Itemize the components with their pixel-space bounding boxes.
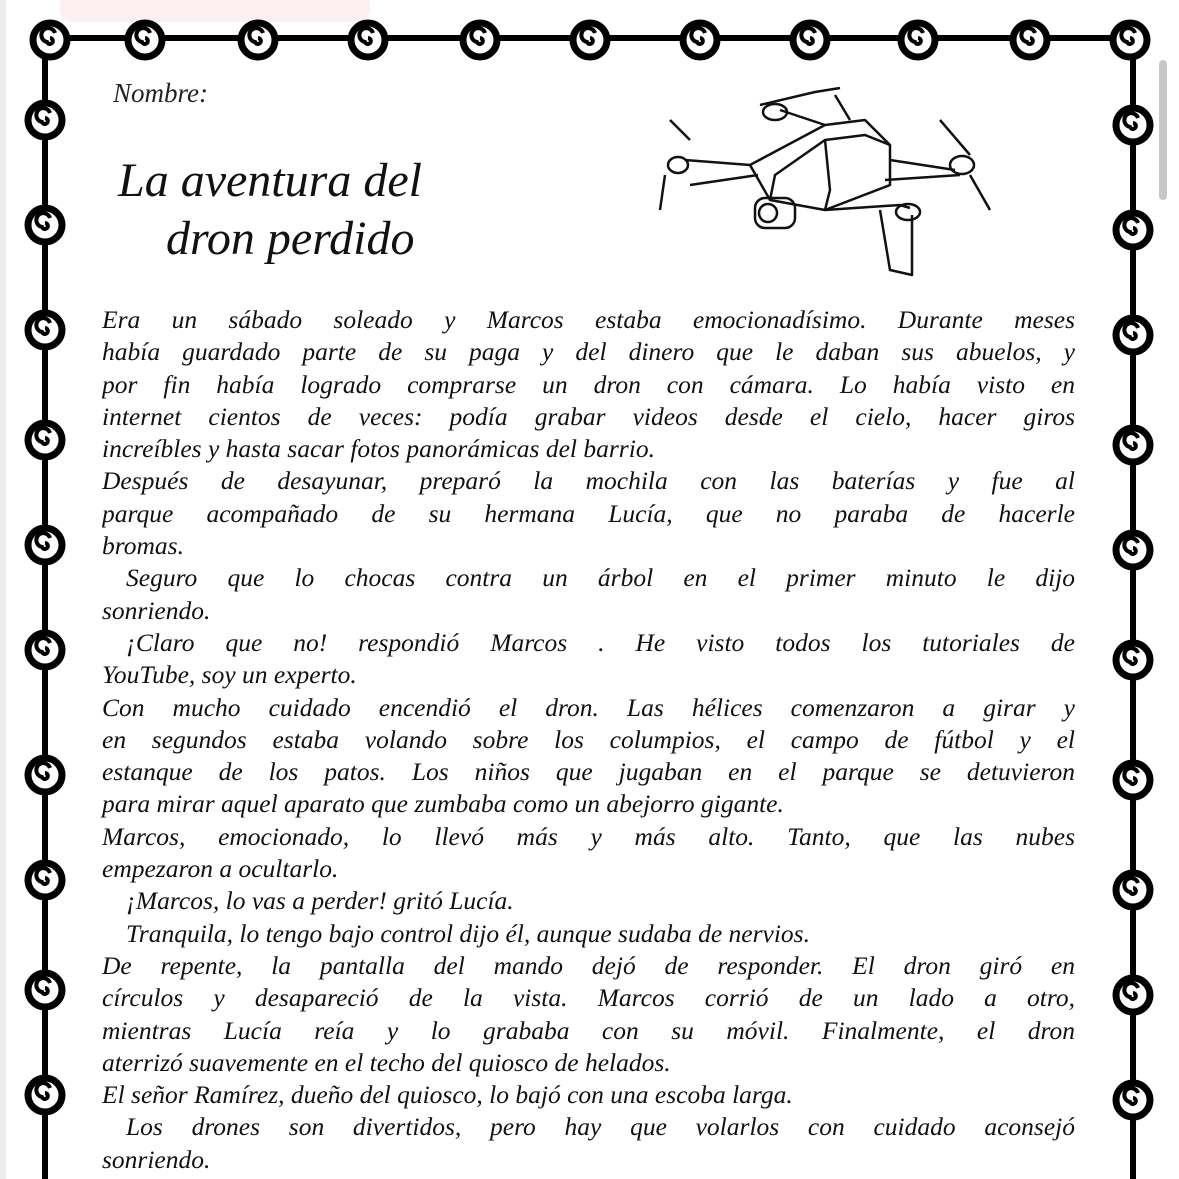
story-line: Con mucho cuidado encendió el dron. Las hélices comenzaron a girar y [102,692,1075,722]
story-line: internet cientos de veces: podía grabar videos desde el cielo, hacer giros [102,401,1075,431]
page-title [118,152,538,268]
spiral-ornament [1116,213,1150,247]
name-label: Nombre: [113,78,208,108]
spiral-ornament [1116,873,1150,907]
spiral-ornament [28,758,62,792]
story-text [102,304,1075,1176]
spiral-ornament [128,23,162,57]
spiral-ornament [28,423,62,457]
story-line: El señor Ramírez, dueño del quiosco, lo bajó con una escoba larga. [102,1080,793,1110]
spiral-ornament [463,23,497,57]
story-line: De repente, la pantalla del mando dejó de responder. El dron giró en [102,950,1075,980]
spiral-ornament [28,208,62,242]
story-line: mientras Lucía reía y lo grababa con su móvil. Finalmente, el dron [102,1015,1075,1045]
spiral-ornament [1116,1083,1150,1117]
story-line: ¡Marcos, lo vas a perder! gritó Lucía. [126,886,514,916]
story-line: había guardado parte de su paga y del dinero que le daban sus abuelos, y [102,337,1075,367]
spiral-ornament [28,973,62,1007]
spiral-ornament [28,103,62,137]
story-line: por fin había logrado comprarse un dron con cámara. Lo había visto en [102,369,1075,399]
story-line: para mirar aquel aparato que zumbaba como un abejorro gigante. [102,789,784,819]
story-line: increíbles y hasta sacar fotos panorámicas del barrio. [102,434,655,464]
story-line: Marcos, emocionado, lo llevó más y más alto. Tanto, que las nubes [102,821,1075,851]
title-line-2: dron perdido [166,212,415,265]
spiral-ornament [28,1078,62,1112]
spiral-ornament [901,23,935,57]
spiral-ornament [33,23,67,57]
story-line: en segundos estaba volando sobre los columpios, el campo de fútbol y el [102,724,1075,754]
spiral-ornament [1113,23,1147,57]
spiral-ornament [1116,318,1150,352]
story-line: estanque de los patos. Los niños que jugaban en el parque se detuvieron [102,757,1075,787]
story-line: círculos y desapareció de la vista. Marcos corrió de un lado a otro, [102,983,1075,1013]
story-line: Los drones son divertidos, pero hay que volarlos con cuidado aconsejó [126,1112,1075,1142]
spiral-ornament [1013,23,1047,57]
story-line: aterrizó suavemente en el techo del quiosco de helados. [102,1047,671,1077]
spiral-ornament [1116,533,1150,567]
spiral-ornament [351,23,385,57]
spiral-ornament [573,23,607,57]
story-line: parque acompañado de su hermana Lucía, que no paraba de hacerle [102,498,1075,528]
drone-icon [650,80,1010,280]
spiral-ornament [28,863,62,897]
spiral-ornament [1116,763,1150,797]
spiral-ornament [28,633,62,667]
spiral-ornament [28,528,62,562]
story-line: sonriendo. [102,1144,211,1174]
spiral-ornament [1116,108,1150,142]
title-line-1: La aventura del [118,154,422,207]
story-line: Tranquila, lo tengo bajo control dijo él, aunque sudaba de nervios. [126,918,810,948]
spiral-ornament [793,23,827,57]
story-line: bromas. [102,531,184,561]
story-line: ¡Claro que no! respondió Marcos . He visto todos los tutoriales de [126,627,1075,657]
story-line: empezaron a ocultarlo. [102,854,339,884]
spiral-ornament [1116,978,1150,1012]
spiral-ornament [241,23,275,57]
story-line: YouTube, soy un experto. [102,660,357,690]
scrollbar[interactable] [1159,60,1167,200]
story-line: Después de desayunar, preparó la mochila con las baterías y fue al [102,466,1075,496]
story-line: sonriendo. [102,595,211,625]
spiral-ornament [1116,643,1150,677]
story-line: Era un sábado soleado y Marcos estaba emocionadísimo. Durante meses [102,305,1075,334]
story-line: Seguro que lo chocas contra un árbol en el primer minuto le dijo [126,563,1075,593]
spiral-ornament [683,23,717,57]
spiral-ornament [28,313,62,347]
spiral-ornament [1116,428,1150,462]
